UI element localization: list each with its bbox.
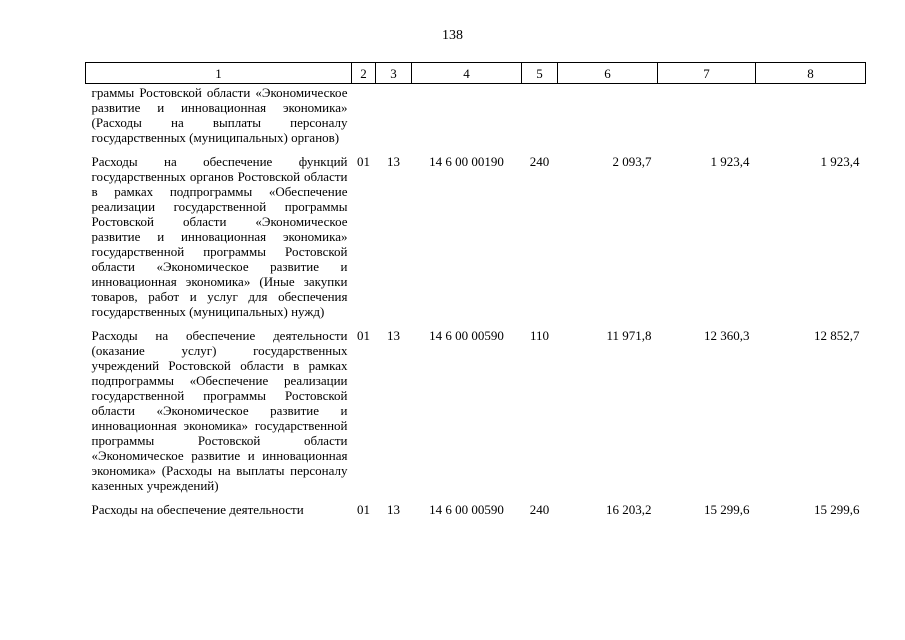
row-section: 01 xyxy=(357,328,370,343)
row-description: граммы Ростовской области «Экономическое развитие и инновационная экономика» (Расходы на выплаты персоналу государственных (муниципальных) органов) xyxy=(91,85,348,145)
row-amount-8: 12 852,7 xyxy=(814,328,860,343)
row-target-article: 14 6 00 00590 xyxy=(429,328,504,343)
row-amount-8: 15 299,6 xyxy=(814,502,860,517)
budget-table xyxy=(85,62,866,517)
row-amount-7 xyxy=(658,84,756,146)
row-description: Расходы на обеспечение деятельности xyxy=(91,502,304,517)
header-col-4: 4 xyxy=(412,63,522,84)
table-row xyxy=(86,145,866,319)
row-description: Расходы на обеспечение деятельности (оказание услуг) государственных учреждений Ростовской области в рамках подпрограммы «Обеспечение реализации государственной программы Ростовской области «Экономическое развитие и инновационная экономика» государственной программы Ростовской области «Экономическое развитие и инновационная экономика» (Расходы на выплаты персоналу казенных учреждений) xyxy=(91,328,348,493)
row-description: Расходы на обеспечение функций государственных органов Ростовской области в рамках подпрограммы «Обеспечение реализации государственной программы Ростовской области «Экономическое развитие и инновационная экономика» государственной программы Ростовской области «Экономическое развитие и инновационная экономика» (Иные закупки товаров, работ и услуг для обеспечения государственных (муниципальных) нужд) xyxy=(91,154,348,319)
row-expense-type: 240 xyxy=(529,502,550,517)
header-col-8: 8 xyxy=(756,63,866,84)
row-target-article: 14 6 00 00590 xyxy=(429,502,504,517)
header-col-5: 5 xyxy=(522,63,558,84)
table-row xyxy=(86,493,866,517)
row-amount-6: 2 093,7 xyxy=(612,154,652,169)
header-col-7: 7 xyxy=(658,63,756,84)
row-target-article: 14 6 00 00190 xyxy=(429,154,504,169)
row-amount-7: 1 923,4 xyxy=(710,154,750,169)
row-section: 01 xyxy=(357,502,370,517)
row-subsection: 13 xyxy=(387,328,400,343)
row-amount-8: 1 923,4 xyxy=(820,154,860,169)
header-col-1: 1 xyxy=(86,63,352,84)
row-expense-type xyxy=(522,84,558,146)
header-col-3: 3 xyxy=(376,63,412,84)
row-amount-7: 15 299,6 xyxy=(704,502,750,517)
row-section: 01 xyxy=(357,154,370,169)
table-row xyxy=(86,84,866,146)
table-row xyxy=(86,319,866,493)
row-subsection: 13 xyxy=(387,502,400,517)
row-subsection xyxy=(376,84,412,146)
row-amount-6 xyxy=(558,84,658,146)
row-amount-6: 11 971,8 xyxy=(606,328,652,343)
row-amount-7: 12 360,3 xyxy=(704,328,750,343)
page-number: 138 xyxy=(442,28,463,43)
row-amount-8 xyxy=(756,84,866,146)
row-section xyxy=(352,84,376,146)
row-expense-type: 240 xyxy=(529,154,550,169)
row-subsection: 13 xyxy=(387,154,400,169)
row-amount-6: 16 203,2 xyxy=(606,502,652,517)
row-target-article xyxy=(412,84,522,146)
header-row xyxy=(86,63,866,84)
header-col-2: 2 xyxy=(352,63,376,84)
header-col-6: 6 xyxy=(558,63,658,84)
row-expense-type: 110 xyxy=(529,328,550,343)
